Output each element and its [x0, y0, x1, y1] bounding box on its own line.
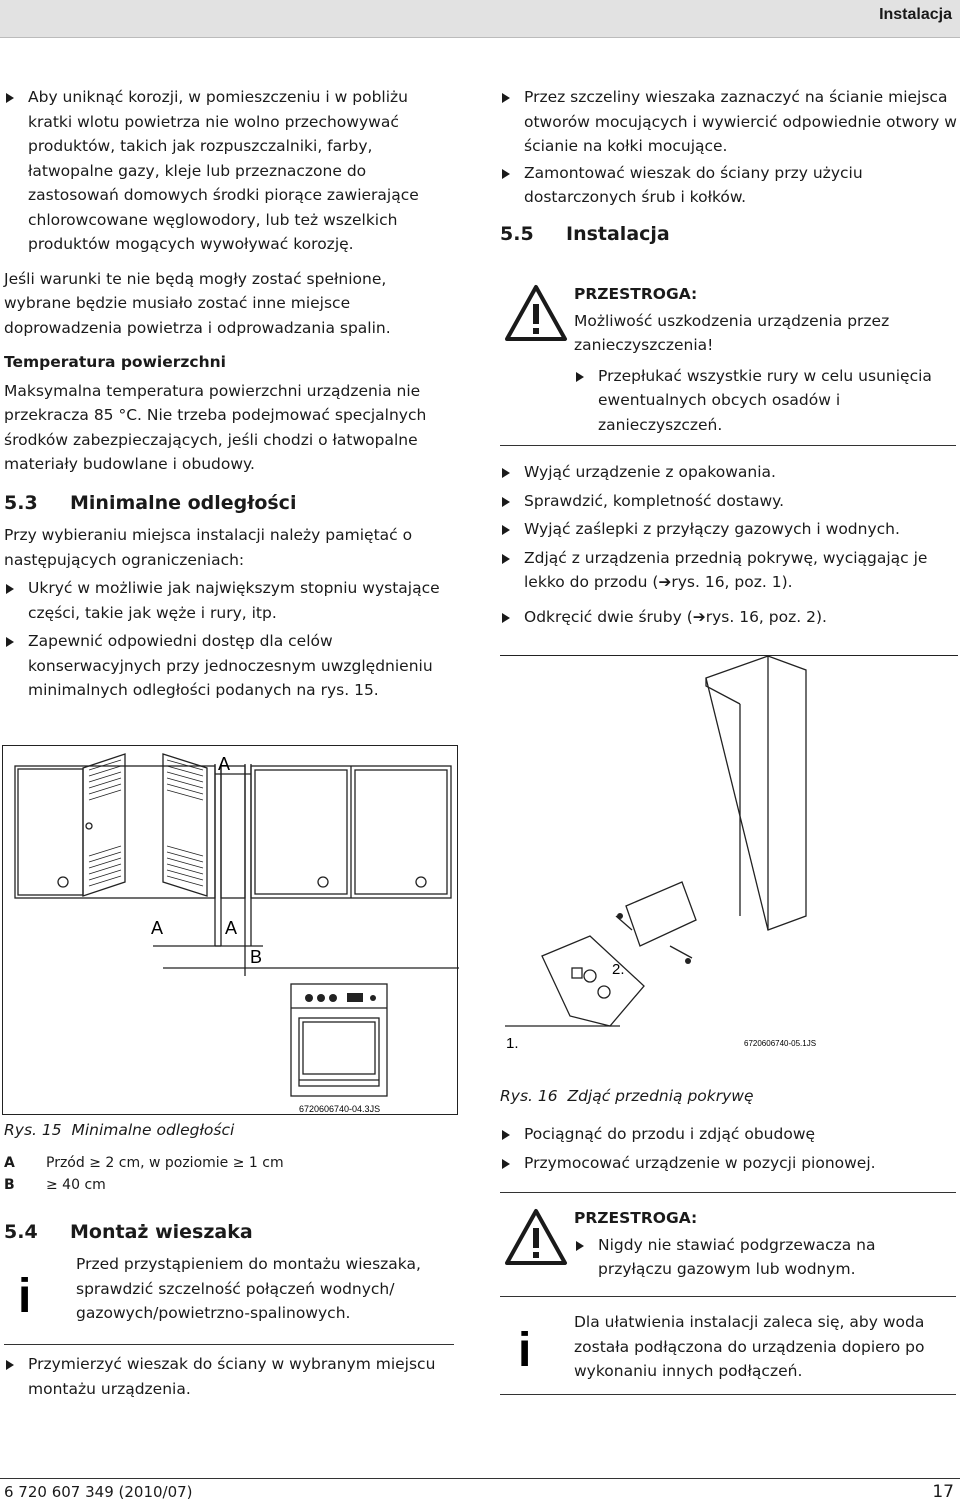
section-title: Minimalne odległości — [70, 491, 297, 514]
right-column — [500, 85, 958, 246]
warning-triangle-icon — [504, 284, 568, 342]
legend-text: Przód ≥ 2 cm, w poziomie ≥ 1 cm — [46, 1155, 284, 1171]
section-number: 5.3 — [4, 491, 38, 514]
svg-text:i: i — [518, 1324, 532, 1372]
step-check: Sprawdzić, kompletność dostawy. — [500, 489, 958, 514]
label-a-left: A — [151, 918, 164, 938]
footer-rule — [0, 1478, 960, 1479]
caption-number: Rys. 16 — [500, 1087, 558, 1105]
warning-box-1 — [500, 282, 958, 442]
section-title: Montaż wieszaka — [70, 1221, 253, 1243]
bullet-mark-holes: Przez szczeliny wieszaka zaznaczyć na ścianie miejsca otworów mocujących i wywiercić odpowiednie otwory w ścianie na kołki mocujące. — [500, 85, 958, 159]
left-column — [4, 85, 454, 703]
caption-text: Zdjąć przednią pokrywę — [567, 1087, 754, 1105]
section-5-4-heading — [4, 1220, 454, 1245]
section-5-3-heading — [4, 491, 454, 516]
footer-doc-number: 6 720 607 349 (2010/07) — [4, 1483, 193, 1501]
section-5-3-intro: Przy wybieraniu miejsca instalacji należy pamiętać o następujących ograniczeniach: — [4, 526, 413, 569]
warning-body — [574, 1206, 954, 1282]
info-icon — [4, 1266, 56, 1318]
warning-divider — [500, 1296, 956, 1297]
boiler-cover-diagram — [500, 656, 958, 1054]
info-divider — [4, 1344, 454, 1345]
step-caps: Wyjąć zaślepki z przyłączy gazowych i wodnych. — [500, 517, 958, 542]
warning-bullet: Przepłukać wszystkie rury w celu usunięcia ewentualnych obcych osadów i zanieczyszczeń. — [574, 364, 954, 438]
final-steps — [500, 1122, 958, 1175]
legend-row-a — [4, 1152, 454, 1174]
temp-text — [4, 379, 454, 477]
bullet-try-hanger: Przymierzyć wieszak do ściany w wybranym miejscu montażu urządzenia. — [4, 1352, 454, 1401]
divider — [500, 1192, 956, 1193]
bullet-access: Zapewnić odpowiedni dostęp dla celów konserwacyjnych przy jednoczesnym uwzględnieniu minimalnych odległości podanych na rys. 15. — [4, 629, 454, 703]
callout-1: 1. — [506, 1035, 519, 1052]
warning-box-2 — [500, 1206, 958, 1296]
label-b: B — [250, 947, 263, 967]
figure-16-caption — [500, 1084, 958, 1109]
section-title: Instalacja — [566, 222, 670, 245]
section-number: 5.4 — [4, 1221, 38, 1243]
temp-heading: Temperatura powierzchni — [4, 353, 226, 371]
figure-16 — [500, 655, 958, 1053]
info-box-mount — [4, 1252, 454, 1326]
info-icon — [500, 1320, 562, 1372]
caption-text: Minimalne odległości — [71, 1121, 235, 1139]
figure-15-legend — [4, 1152, 454, 1196]
cabinet-diagram — [3, 746, 459, 1116]
warning-heading: PRZESTROGA: — [574, 1209, 698, 1227]
info-text: Przed przystąpieniem do montażu wieszaka, sprawdzić szczelność połączeń wodnych/ gazowych/powietrzno-spalinowych. — [76, 1255, 421, 1322]
svg-text:i: i — [18, 1270, 32, 1318]
warning-text: Możliwość uszkodzenia urządzenia przez zanieczyszczenia! — [574, 311, 890, 354]
callout-2: 2. — [612, 961, 625, 978]
warning-body — [574, 282, 954, 437]
warning-divider — [500, 445, 956, 446]
header-title: Instalacja — [879, 6, 952, 23]
caption-number: Rys. 15 — [4, 1121, 62, 1139]
para-conditions: Jeśli warunki te nie będą mogły zostać spełnione, wybrane będzie musiało zostać inne miejsce doprowadzenia powietrza i odprowadzania spalin. — [4, 269, 391, 337]
step-remove-cover: Zdjąć z urządzenia przednią pokrywę, wyciągając je lekko do przodu (➔rys. 16, poz. 1). — [500, 546, 958, 595]
legend-row-b — [4, 1174, 454, 1196]
info-divider — [500, 1394, 956, 1395]
figure-15 — [2, 745, 458, 1115]
figure-code: 6720606740-04.3JS — [299, 1104, 381, 1114]
label-a-top: A — [218, 754, 231, 774]
step-unpack: Wyjąć urządzenie z opakowania. — [500, 460, 958, 485]
bullet-hide-parts: Ukryć w możliwie jak największym stopniu wystające części, takie jak węże i rury, itp. — [4, 576, 454, 625]
label-a-right: A — [225, 918, 238, 938]
temp-text-2: Nie trzeba podejmować specjalnych środków zabezpieczających, jeśli chodzi o łatwopalne materiały budowlane i obudowy. — [4, 406, 427, 473]
warning-heading: PRZESTROGA: — [574, 285, 698, 303]
section-5-5-heading — [500, 222, 950, 247]
warning-bullet: Nigdy nie stawiać podgrzewacza na przyłączu gazowym lub wodnym. — [574, 1233, 954, 1282]
step-vertical: Przymocować urządzenie w pozycji pionowej. — [500, 1151, 958, 1176]
bullet-mount-hanger: Zamontować wieszak do ściany przy użyciu dostarczonych śrub i kołków. — [500, 161, 958, 210]
warning-triangle-icon — [504, 1208, 568, 1266]
figure-15-caption — [4, 1118, 454, 1143]
legend-key: B — [4, 1177, 15, 1193]
footer-page-number: 17 — [932, 1482, 954, 1502]
legend-key: A — [4, 1155, 15, 1171]
page-header — [0, 0, 960, 38]
bullet-corrosion: Aby uniknąć korozji, w pomieszczeniu i w pobliżu kratki wlotu powietrza nie wolno przechowywać produktów, takich jak rozpuszczalniki, farby, łatwopalne gazy, kleje lub przeznaczone do zastosowań domowych środki piorące zawierające chlorowcowane węglowodory, lub też wszelkich produktów mogących wywoływać korozję. — [4, 85, 454, 257]
install-steps — [500, 460, 958, 629]
legend-text: ≥ 40 cm — [46, 1177, 106, 1193]
section-number: 5.5 — [500, 222, 534, 245]
step-unscrew: Odkręcić dwie śruby (➔rys. 16, poz. 2). — [500, 605, 958, 630]
info-text: Dla ułatwienia instalacji zaleca się, aby woda została podłączona do urządzenia dopiero po wykonaniu innych podłączeń. — [574, 1313, 925, 1380]
info-box-connections — [500, 1310, 958, 1384]
temp-text-1: Maksymalna temperatura powierzchni urządzenia nie przekracza 85 °C. — [4, 381, 421, 424]
step-pull-housing: Pociągnąć do przodu i zdjąć obudowę — [500, 1122, 958, 1147]
figure-16-code: 6720606740-05.1JS — [744, 1039, 817, 1048]
